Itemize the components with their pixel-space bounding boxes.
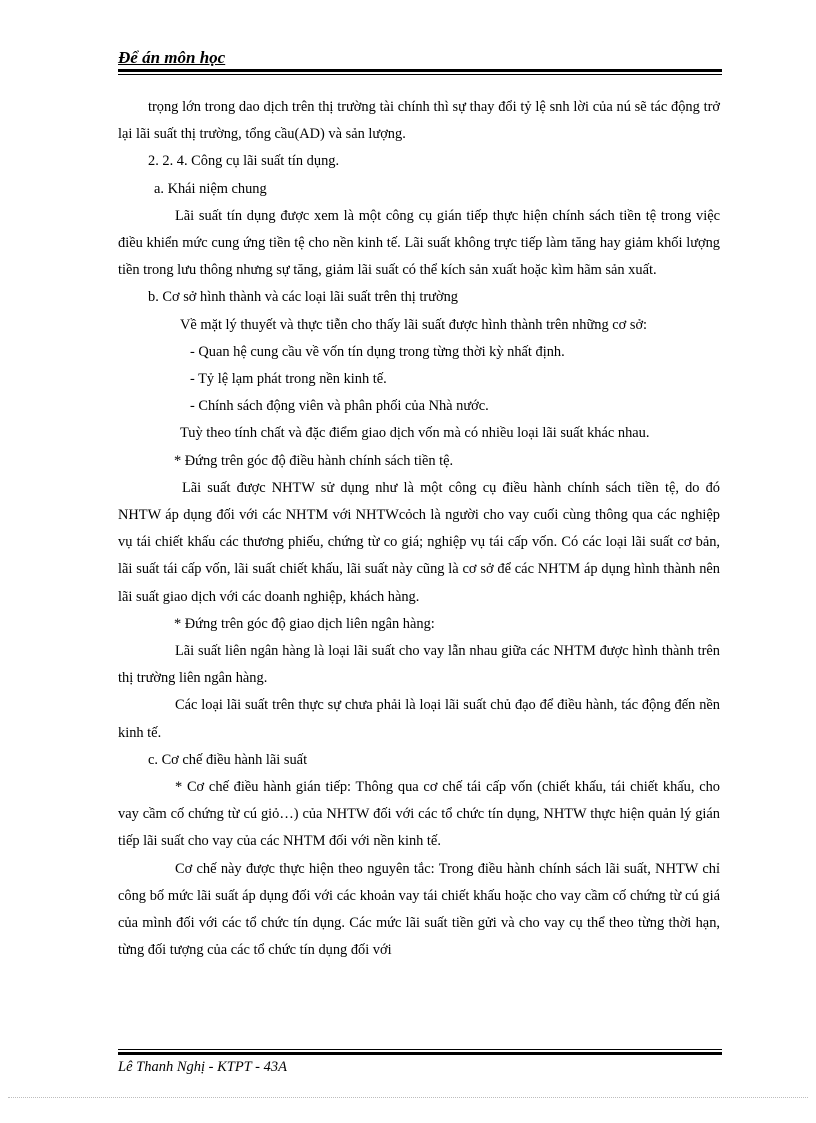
paragraph: Lãi suất tín dụng được xem là một công cụ gián tiếp thực hiện chính sách tiền tệ trong việc điều khiển mức cung ứng tiền tệ cho nền kinh tế. Lãi suất không trực tiếp làm tăng hay giảm khối lượng tiền trong lưu thông nhưng sự tăng, giảm lãi suất có thể kích sản xuất hoặc kìm hãm sản xuất. xyxy=(118,207,720,279)
paragraph: Cơ chế này được thực hiện theo nguyên tắc: Trong điều hành chính sách lãi suất, NHTW chỉ công bố mức lãi suất áp dụng đối với các khoản vay tái chiết khấu hoặc cho vay cầm cố chứng từ cú giá của mình đối với các tổ chức tín dụng. Các mức lãi suất tiền gửi và cho vay cụ thể theo từng thời hạn, từng đối tượng của các tổ chức tín dụng đối với xyxy=(118,860,720,959)
list-item: - Chính sách động viên và phân phối của Nhà nước. xyxy=(190,398,489,415)
emphasis-heading: * Đứng trên góc độ giao dịch liên ngân hàng: xyxy=(174,615,435,632)
paragraph: Lãi suất được NHTW sử dụng như là một công cụ điều hành chính sách tiền tệ, do đó NHTW áp dụng đối với các NHTM với NHTWcỏch là người cho vay cuối cùng thông qua các nghiệp vụ tái chiết khấu các thương phiếu, chứng từ co giá; nghiệp vụ tái cấp vốn. Có các loại lãi suất cơ bản, lãi suất tái cấp vốn, lãi suất chiết khấu, lãi suất này cũng là cơ sở để các NHTM áp dụng hình thành nên lãi suất giao dịch với các doanh nghiệp, khách hàng. xyxy=(118,479,720,605)
page-bottom-divider xyxy=(8,1097,808,1098)
paragraph: Các loại lãi suất trên thực sự chưa phải là loại lãi suất chủ đạo để điều hành, tác động đến nền kinh tế. xyxy=(118,697,720,741)
list-item: - Tỷ lệ lạm phát trong nền kinh tế. xyxy=(190,371,387,388)
document-body xyxy=(118,94,720,965)
paragraph: Về mặt lý thuyết và thực tiễn cho thấy lãi suất được hình thành trên những cơ sở: xyxy=(180,316,648,333)
subsection-heading: c. Cơ chế điều hành lãi suất xyxy=(148,751,308,768)
footer-rule-thin xyxy=(118,1049,722,1050)
paragraph: Tuỳ theo tính chất và đặc điểm giao dịch vốn mà có nhiều loại lãi suất khác nhau. xyxy=(180,425,650,442)
list-item: - Quan hệ cung cầu về vốn tín dụng trong từng thời kỳ nhất định. xyxy=(190,343,565,360)
header-title: Để án môn học xyxy=(118,48,226,67)
footer-author: Lê Thanh Nghị - KTPT - 43A xyxy=(118,1059,287,1075)
paragraph: trọng lớn trong dao dịch trên thị trường tài chính thì sự thay đổi tỷ lệ snh lời của nú sẽ tác động trở lại lãi suất thị trường, tổng cầu(AD) và sản lượng. xyxy=(118,99,720,143)
subsection-heading: a. Khái niệm chung xyxy=(154,180,267,197)
paragraph: Lãi suất liên ngân hàng là loại lãi suất cho vay lẫn nhau giữa các NHTM được hình thành trên thị trường liên ngân hàng. xyxy=(118,643,720,687)
subsection-heading: b. Cơ sở hình thành và các loại lãi suất trên thị trường xyxy=(148,289,458,306)
paragraph: * Cơ chế điều hành gián tiếp: Thông qua cơ chế tái cấp vốn (chiết khấu, tái chiết khấu, cho vay cầm cố chứng từ cú giỏ…) của NHTW đối với các tổ chức tín dụng, NHTW thực hiện quản lý gián tiếp lãi suất cho vay của các NHTM đối với nền kinh tế. xyxy=(118,779,720,850)
emphasis-heading: * Đứng trên góc độ điều hành chính sách tiền tệ. xyxy=(174,452,454,469)
header-rule-thick xyxy=(118,69,722,72)
section-heading: 2. 2. 4. Công cụ lãi suất tín dụng. xyxy=(148,153,340,170)
header-rule-thin xyxy=(118,74,722,75)
footer-rule-thick xyxy=(118,1052,722,1055)
